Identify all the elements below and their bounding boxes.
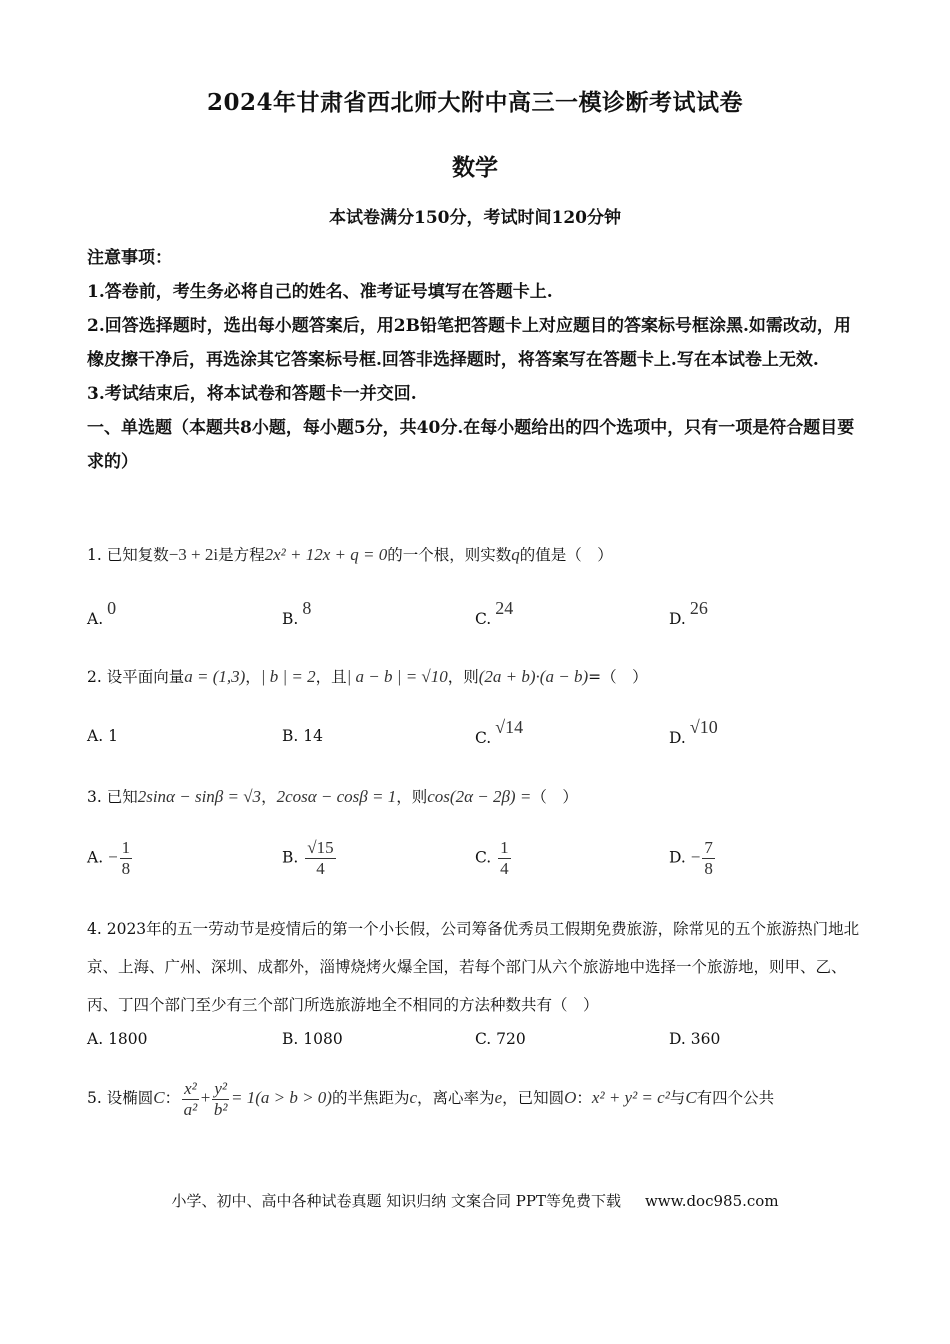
math-expr: a = (1,3)	[184, 667, 246, 686]
note-3: 3.考试结束后，将本试卷和答题卡一并交回.	[87, 384, 417, 404]
math-expr: 2cosα − cosβ = 1	[276, 787, 397, 806]
math-expr: −3 + 2i	[168, 545, 219, 564]
question-5: 5. 设椭圆C： $\frac{\text{x²}}{\text{a²}}$ + $\frac{\text{y²}}{\text{b²}}$ = 1(a > b > 0)的半焦距为c，离心率为e，已知圆O：x² + y² = c²与C有四个公共	[87, 1078, 775, 1119]
option-a: A. 1	[87, 727, 118, 745]
exam-title: 2024年甘肃省西北师大附中高三一模诊断考试试卷	[206, 89, 743, 116]
math-expr: | b | = 2	[260, 667, 316, 686]
note-2: 2.回答选择题时，选出每小题答案后，用2B铅笔把答题卡上对应题目的答案标号框涂黑.如需改动，用橡皮擦干净后，再选涂其它答案标号框.回答非选择题时，将答案写在答题卡上.写在本试卷上无效.	[87, 316, 851, 370]
option-c: C. 720	[475, 1030, 526, 1048]
fraction: $\frac{1}{8}$	[121, 838, 131, 878]
option-c: C. $\frac{1}{4}$	[475, 838, 509, 878]
option-c: C.√14	[475, 717, 524, 747]
math-expr: (2a + b)·(a − b)	[478, 667, 589, 686]
math-expr: 2sinα − sinβ = √3	[137, 787, 262, 806]
option-b: B.8	[282, 598, 312, 628]
notes-heading: 注意事项：	[87, 248, 172, 268]
math-expr: = 1(a > b > 0)	[230, 1088, 332, 1107]
option-b: B. 14	[282, 727, 323, 745]
math-expr: 2x² + 12x + q = 0	[264, 545, 388, 564]
math-expr: x² + y² = c²	[591, 1088, 670, 1107]
question-2: 2. 设平面向量a = (1,3)，| b | = 2，且| a − b | = √10，则(2a + b)·(a − b)=（ ）	[87, 667, 648, 686]
option-a: A. 1800	[87, 1030, 148, 1048]
math-expr: | a − b | = √10	[346, 667, 448, 686]
option-b: B. 1080	[282, 1030, 343, 1048]
fraction: $\frac{\text{x²}}{\text{a²}}$	[183, 1078, 198, 1119]
option-d: D. 360	[669, 1030, 721, 1048]
question-1: 1. 已知复数−3 + 2i是方程2x² + 12x + q = 0的一个根，则实数q的值是（ ）	[87, 545, 613, 564]
option-d: D. − $\frac{7}{8}$	[669, 838, 713, 878]
note-1: 1.答卷前，考生务必将自己的姓名、准考证号填写在答题卡上.	[87, 282, 553, 302]
fraction: $\frac{√15}{4}$	[307, 838, 334, 878]
exam-info: 本试卷满分150分，考试时间120分钟	[329, 208, 621, 228]
fraction: $\frac{1}{4}$	[500, 838, 509, 878]
option-c: C.24	[475, 598, 514, 628]
question-4: 4. 2023年的五一劳动节是疫情后的第一个小长假，公司筹备优秀员工假期免费旅游，除常见的五个旅游热门地北京、上海、广州、深圳、成都外，淄博烧烤火爆全国，若每个部门从六个旅游地中选择一个旅游地，则甲、乙、丙、丁四个部门至少有三个部门所选旅游地全不相同的方法种数共有（ ）	[87, 920, 860, 1014]
footer-text: 小学、初中、高中各种试卷真题 知识归纳 文案合同 PPT等免费下载	[171, 1192, 621, 1210]
instructions	[87, 241, 867, 479]
math-expr: q	[511, 545, 520, 564]
option-b: B. $\frac{√15}{4}$	[282, 838, 334, 878]
page-footer	[0, 1190, 950, 1211]
option-a: A. − $\frac{1}{8}$	[87, 838, 131, 878]
question-3: 3. 已知2sinα − sinβ = √3，2cosα − cosβ = 1，则cos(2α − 2β) =（ ）	[87, 787, 578, 806]
footer-site[interactable]: www.doc985.com	[644, 1192, 779, 1210]
option-d: D.26	[669, 598, 708, 628]
section-heading: 一、单选题（本题共8小题，每小题5分，共40分.在每小题给出的四个选项中，只有一项是符合题目要求的）	[87, 418, 855, 472]
math-expr: cos(2α − 2β) =	[427, 787, 532, 806]
option-a: A.0	[87, 598, 117, 628]
fraction: $\frac{\text{y²}}{\text{b²}}$	[213, 1078, 228, 1119]
subject-title: 数学	[452, 154, 498, 181]
fraction: $\frac{7}{8}$	[704, 838, 713, 878]
option-d: D.√10	[669, 717, 718, 747]
